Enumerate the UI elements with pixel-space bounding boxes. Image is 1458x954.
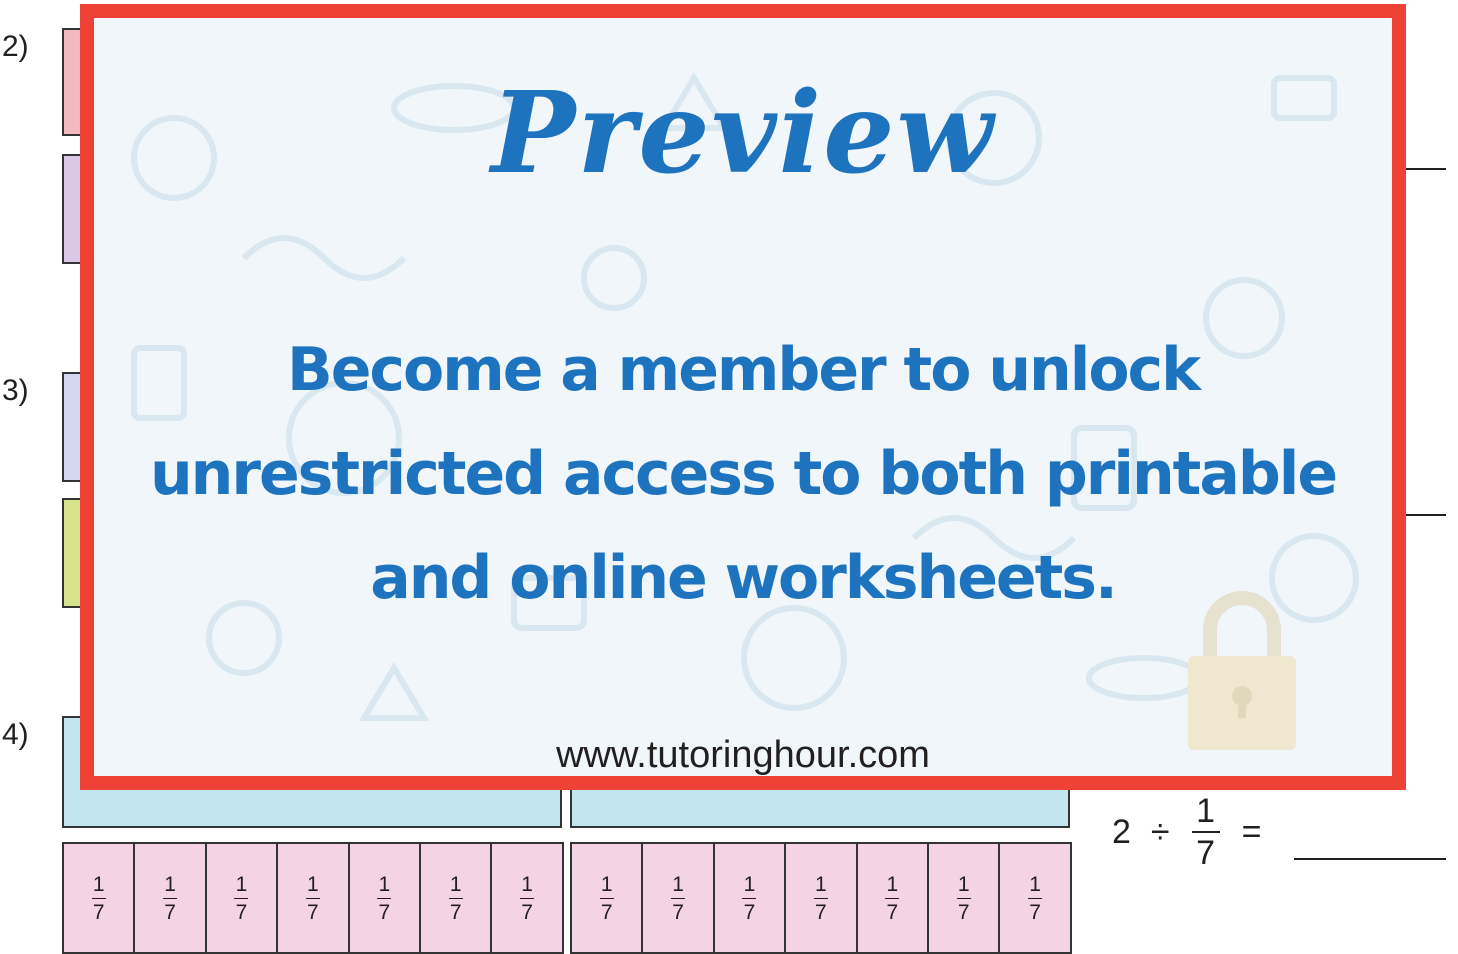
fraction-label [885,874,899,923]
fraction-denominator: 7 [378,900,391,924]
fraction-bar [1028,898,1042,899]
fraction-denominator: 7 [92,900,105,924]
membership-message-line: Become a member to unlock [286,335,1200,405]
fraction-numerator: 1 [449,872,462,896]
answer-line-2 [1404,168,1446,170]
answer-line-3 [1404,514,1446,516]
membership-message-line: unrestricted access to both printable [149,439,1337,509]
equation-whole: 2 [1112,812,1131,851]
fraction-denominator: 7 [957,900,970,924]
question-4-equation [1112,794,1261,870]
question-2-number: 2) [2,30,29,63]
fraction-bar [671,898,685,899]
membership-message [134,318,1352,630]
fraction-denominator: 7 [164,900,176,924]
equation-denominator: 7 [1196,834,1216,872]
fraction-label [234,874,248,923]
fraction-label [957,874,971,923]
fraction-denominator: 7 [815,900,827,924]
fraction-label [306,874,320,923]
fraction-denominator: 7 [521,900,533,924]
fraction-bar [92,898,106,899]
fraction-label [449,874,463,923]
fraction-cell [205,842,278,954]
fraction-label [1028,874,1042,923]
fraction-bar [742,898,756,899]
fraction-label [92,874,106,923]
equation-fraction [1192,794,1220,870]
fraction-cell [348,842,421,954]
question-3-number: 3) [2,374,29,407]
fraction-numerator: 1 [600,872,613,896]
fraction-cell [276,842,349,954]
fraction-numerator: 1 [164,872,176,896]
fraction-label [671,874,685,923]
fraction-cell [927,842,1000,954]
fraction-denominator: 7 [235,900,248,924]
fraction-denominator: 7 [600,900,613,924]
fraction-label [377,874,391,923]
lock-icon [1184,584,1300,754]
preview-title: Preview [491,68,995,199]
fraction-cell [490,842,563,954]
fraction-bar [885,898,899,899]
fraction-denominator: 7 [307,900,319,924]
fraction-label [520,874,534,923]
fraction-numerator: 1 [743,872,756,896]
fraction-cell [856,842,929,954]
website-url[interactable]: www.tutoringhour.com [556,734,930,776]
fraction-bar [814,898,828,899]
fraction-bar [520,898,534,899]
fraction-numerator: 1 [1029,872,1041,896]
fraction-cell [62,842,135,954]
fraction-cell [641,842,714,954]
fraction-denominator: 7 [886,900,899,924]
equation-operator: ÷ [1150,812,1170,851]
fraction-bar [957,898,971,899]
fraction-numerator: 1 [235,872,248,896]
fraction-cell [784,842,857,954]
fraction-cell [713,842,786,954]
fraction-label [163,874,177,923]
membership-message-line: and online worksheets. [370,543,1116,613]
fraction-numerator: 1 [815,872,827,896]
fraction-numerator: 1 [521,872,533,896]
equation-equals: = [1241,812,1262,851]
fraction-bar [449,898,463,899]
fraction-bar [234,898,248,899]
fraction-numerator: 1 [886,872,899,896]
fraction-label [600,874,614,923]
preview-overlay [80,4,1406,790]
fraction-label [742,874,756,923]
fraction-denominator: 7 [449,900,462,924]
fraction-denominator: 7 [672,900,684,924]
fraction-bar [377,898,391,899]
fraction-cell [998,842,1071,954]
fraction-bar [163,898,177,899]
fraction-bar [306,898,320,899]
fraction-numerator: 1 [307,872,319,896]
fraction-numerator: 1 [957,872,970,896]
question-4-number: 4) [2,718,29,751]
fraction-label [814,874,828,923]
fraction-bar [600,898,614,899]
fraction-numerator: 1 [378,872,391,896]
fraction-numerator: 1 [92,872,105,896]
answer-line-4 [1294,858,1446,860]
equation-numerator: 1 [1196,792,1216,830]
fraction-numerator: 1 [672,872,684,896]
fraction-bar [1192,831,1220,833]
fraction-denominator: 7 [1029,900,1041,924]
fraction-cell [419,842,492,954]
fraction-denominator: 7 [743,900,756,924]
fraction-cell [133,842,206,954]
fraction-cell [570,842,643,954]
